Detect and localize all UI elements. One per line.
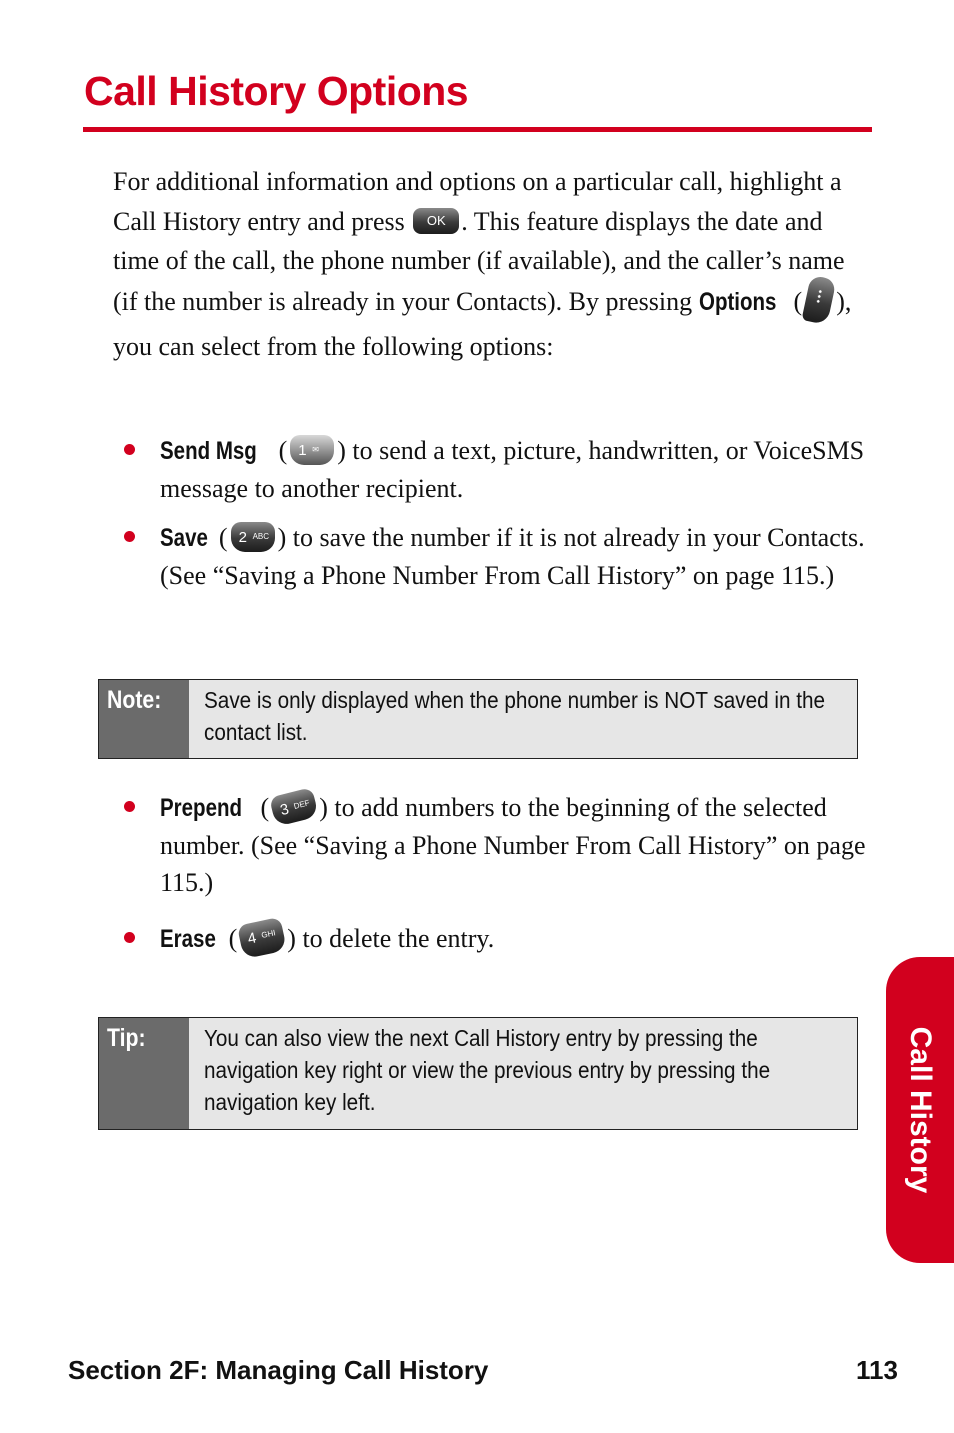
tip-tag: Tip: [99,1018,189,1129]
save-label: Save [160,524,208,553]
bullet-icon [124,932,135,943]
title-rule [83,127,872,132]
options-list-1 [124,432,884,607]
list-item-send-msg: Send Msg ( 1 ✉ ) to send a text, picture, handwritten, or VoiceSMS message to another recipient. [124,432,884,507]
list-item-erase: Erase ( 4 GHI ) to delete the entry. [124,920,884,958]
page-number: 113 [856,1355,898,1385]
send-msg-label: Send Msg [160,437,257,465]
key-1-icon: 1 ✉ [290,435,334,465]
key-2-icon: 2 ABC [231,522,275,552]
side-tab-label: Call History [904,1026,937,1194]
intro-text-3: ), you can select from the following options: [113,286,852,361]
ok-key-icon: OK [413,208,459,234]
options-list-2 [124,789,884,970]
key-3-icon: 3 DEF [269,787,319,827]
footer-section-title: Section 2F: Managing Call History [68,1355,489,1385]
list-item-save: Save ( 2 ABC ) to save the number if it is not already in your Contacts. (See “Saving a Phone Number From Call History” on page 115.) [124,519,884,594]
options-label: Options [698,287,777,316]
bullet-icon [124,531,135,542]
note-callout [98,679,858,759]
erase-label: Erase [160,925,216,954]
note-tag: Note: [99,680,189,758]
prepend-label: Prepend [160,794,243,822]
options-softkey-icon [802,274,837,324]
bullet-icon [124,801,135,812]
tip-callout [98,1017,858,1130]
section-side-tab [886,957,954,1263]
intro-text-1: For additional information and options on a particular call, highlight a Call History entry and press [113,167,842,236]
note-text: Save is only displayed when the phone number is NOT saved in the contact list. [204,687,825,745]
list-item-prepend: Prepend ( 3 DEF ) to add numbers to the beginning of the selected number. (See “Saving a Phone Number From Call History” on page 115.) [124,789,884,902]
intro-paragraph: For additional information and options on a particular call, highlight a Call History entry and press OK . This feature displays the date and time of the call, the phone number (if available), and the caller’s name (if the number is already in your Contacts). By pressing Options ( ), you can select from the following options: [113,167,852,361]
page-title: Call History Options [84,68,469,114]
key-4-icon: 4 GHI [237,917,287,959]
intro-text-2: . This feature displays the date and time of the call, the phone number (if available), and the caller’s name (if the number is already in your Contacts). By pressing [113,206,845,316]
tip-text: You can also view the next Call History entry by pressing the navigation key right or view the previous entry by pressing the navigation key left. [204,1025,771,1115]
bullet-icon [124,444,135,455]
